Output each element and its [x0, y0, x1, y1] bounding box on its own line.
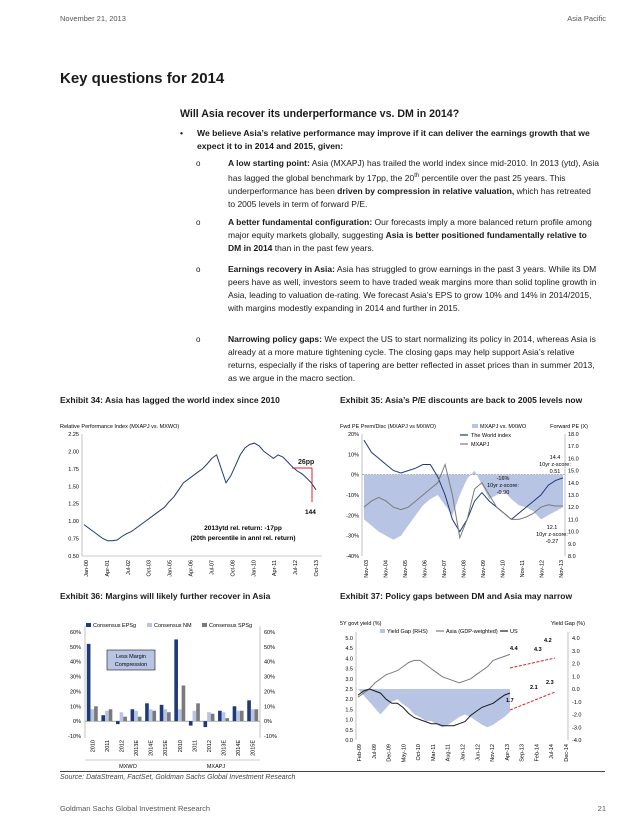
x-tick-label: Nov-12	[490, 744, 497, 762]
y-left-tick: -20%	[346, 513, 359, 520]
point-1-text-b: percentile over the past 25 years. This underperformance has been	[228, 172, 566, 196]
bar	[255, 709, 259, 721]
bar	[163, 709, 167, 721]
y-right-tick: 30%	[264, 674, 276, 681]
legend-item: Yield Gap (RHS)	[387, 629, 428, 635]
x-tick-label: Oct-03	[146, 560, 153, 577]
y-right-tick: 17.0	[568, 444, 579, 451]
bar	[240, 711, 244, 721]
y-right-tick: 4.0	[572, 636, 580, 642]
annotation: 12.1	[546, 525, 558, 531]
legend-item: MXAPJ	[471, 442, 490, 448]
circle-marker-icon: o	[196, 335, 201, 344]
legend-item: Consensus NM	[154, 623, 192, 629]
y-tick-label: 1.00	[68, 519, 79, 526]
x-tick-label: Dec-14	[564, 744, 570, 762]
legend-item: The World index	[471, 433, 511, 439]
x-tick-label: Nov-10	[500, 560, 507, 578]
y-left-tick: 20%	[69, 689, 81, 696]
x-tick-label: 2012	[206, 740, 213, 753]
x-tick-label: Feb-14	[534, 744, 541, 762]
x-tick-label: Sep-13	[519, 744, 526, 762]
report-region: Asia Pacific	[567, 14, 606, 23]
bar	[120, 712, 124, 721]
x-tick-label: Jul-07	[209, 560, 216, 575]
x-tick-label: Jul-09	[371, 744, 378, 759]
annotation-26pp: 26pp	[298, 459, 315, 466]
y-right-tick: 16.0	[568, 456, 579, 463]
bar	[218, 711, 222, 721]
x-tick-label: 2010	[177, 740, 184, 753]
bar	[167, 712, 171, 721]
x-tick-label: May-10	[401, 744, 408, 763]
x-tick-label: Jul-12	[293, 560, 300, 575]
y-left-tick: 40%	[69, 659, 81, 666]
x-tick-label: Dec-09	[386, 744, 393, 762]
y-left-tick: 5.0	[345, 636, 353, 642]
y-right-tick: 2.0	[572, 661, 580, 668]
y-left-tick: -40%	[346, 554, 359, 560]
point-1-text-a: Asia (MXAPJ) has trailed the world index since mid-2010. In 2013 (ytd), Asia has lagged the global benchmark by 17pp, the 20	[228, 158, 599, 183]
bar	[178, 709, 182, 721]
intro-text: We believe Asia’s relative performance may improve if it can deliver the earnings growth that we expect it to in 2014 and 2015, given:	[197, 128, 590, 151]
y-right-tick: 11.0	[568, 517, 579, 524]
annotation: 10yr z-score:	[536, 532, 568, 538]
bar	[134, 711, 138, 721]
x-tick-label: Nov-11	[520, 560, 526, 578]
y-right-tick: 14.0	[568, 480, 579, 487]
x-tick-label: Nov-05	[403, 560, 409, 578]
y-left-tick: -30%	[346, 533, 359, 540]
source-divider	[60, 771, 605, 772]
y-tick-label: 1.50	[68, 484, 79, 491]
bar	[189, 721, 193, 725]
y-left-tick: 2.0	[345, 697, 353, 704]
bar	[152, 711, 156, 721]
y-tick-label: 0.75	[68, 536, 79, 543]
x-tick-label: Nov-04	[383, 560, 390, 578]
legend-item: Consensus SPSg	[209, 623, 253, 629]
legend	[380, 629, 518, 635]
point-2-bold: Asia is better positioned fundamentally relative to DM in 2014	[228, 230, 587, 253]
y-left-tick: 0%	[351, 472, 359, 479]
annotation: 4.3	[534, 647, 542, 653]
exhibit-35-title: Exhibit 35: Asia’s P/E discounts are back to 2005 levels now	[340, 395, 583, 405]
y-tick-label: 2.25	[68, 432, 79, 438]
y-left-tick: 20%	[347, 432, 359, 438]
y-right-tick: 50%	[264, 644, 276, 651]
point-1-bold: driven by compression in relative valuation,	[337, 185, 515, 196]
x-tick-label: 2010	[90, 740, 97, 753]
y-right-tick: 60%	[264, 630, 276, 636]
annotation-144: 144	[305, 509, 316, 516]
bar	[247, 700, 251, 721]
y-left-label: 5Y govt yield (%)	[340, 621, 382, 627]
y-left-tick: 60%	[69, 630, 81, 636]
bar	[207, 712, 211, 721]
bar	[203, 721, 207, 727]
y-left-tick: 3.5	[345, 666, 353, 673]
y-right-tick: 15.0	[568, 468, 579, 475]
x-tick-label: Apr-01	[104, 560, 111, 577]
y-left-tick: 50%	[69, 644, 81, 651]
annotation: 0.51	[549, 469, 561, 475]
exhibit-34-title: Exhibit 34: Asia has lagged the world index since 2010	[60, 395, 280, 405]
y-right-tick: 10%	[264, 704, 276, 711]
x-tick-label: Mar-11	[430, 744, 437, 762]
y-right-tick: 40%	[264, 659, 276, 666]
y-right-tick: 8.0	[568, 554, 576, 560]
annotation: 4.4	[510, 646, 518, 652]
x-tick-label: Jan-00	[84, 560, 90, 577]
y-right-tick: 3.0	[572, 648, 580, 655]
y-left-label: Fwd PE Prem/Disc (MXAPJ vs MXWO)	[340, 424, 436, 430]
x-tick-label: Apr-11	[272, 560, 279, 577]
bar	[251, 709, 255, 721]
y-tick-label: 1.25	[68, 501, 79, 508]
x-tick-label: Nov-06	[422, 560, 429, 578]
y-right-tick: -2.0	[572, 712, 582, 719]
annotation: 10yr z-score:	[487, 483, 519, 489]
annotation-percentile: (20th percentile in annl rel. return)	[190, 535, 296, 542]
x-tick-label: Nov-09	[481, 560, 487, 578]
x-tick-label: Aug-11	[445, 744, 452, 762]
bar	[233, 706, 237, 721]
y-left-tick: 4.0	[345, 656, 353, 663]
chart-37	[340, 620, 590, 770]
source-note: Source: DataStream, FactSet, Goldman Sachs Global Investment Research	[60, 774, 296, 781]
point-2-lead: A better fundamental configuration:	[228, 217, 373, 227]
bullet-icon: •	[180, 128, 184, 138]
bar	[182, 685, 186, 721]
legend-item: MXAPJ vs. MXWO	[480, 424, 527, 430]
x-tick-label: Feb-09	[357, 744, 363, 762]
x-tick-label: Oct-08	[230, 560, 237, 577]
legend-item: Asia (GDP-weighted)	[446, 629, 498, 635]
x-tick-label: Nov-08	[461, 560, 468, 578]
annotation-ytd: 2013ytd rel. return: -17pp	[204, 525, 282, 532]
bar	[90, 709, 94, 721]
report-date: November 21, 2013	[60, 14, 126, 23]
bar	[193, 711, 197, 721]
callout-text-2: Compression	[114, 662, 148, 668]
point-3	[196, 263, 600, 315]
x-tick-label: 2015E	[250, 740, 257, 756]
x-tick-label: Nov-12	[539, 560, 546, 578]
legend-item: Consensus EPSg	[93, 623, 137, 629]
y-left-tick: 0.5	[345, 727, 353, 734]
y-right-tick: 0%	[264, 719, 272, 726]
point-2-text-b: than in the past few years.	[272, 243, 374, 253]
annotation: 2.1	[530, 685, 538, 691]
x-tick-label: Apr-13	[504, 744, 511, 761]
x-tick-label: Jun-12	[475, 744, 482, 761]
y-right-tick: 9.0	[568, 541, 576, 548]
x-tick-label: 2014E	[148, 740, 155, 756]
footer-publisher: Goldman Sachs Global Investment Research	[60, 804, 211, 813]
y-left-tick: 10%	[69, 704, 81, 711]
x-tick-label: Nov-03	[364, 560, 370, 578]
bar	[236, 711, 240, 721]
circle-marker-icon: o	[196, 218, 201, 227]
point-3-lead: Earnings recovery in Asia:	[228, 264, 335, 274]
y-right-tick: 12.0	[568, 505, 579, 512]
y-left-tick: 4.5	[345, 646, 353, 653]
y-left-tick: 0%	[73, 719, 81, 726]
point-4	[196, 333, 600, 385]
x-tick-label: Nov-13	[559, 560, 565, 578]
y-right-tick: 0.0	[572, 687, 580, 693]
x-tick-label: Oct-13	[314, 560, 320, 577]
bar	[131, 709, 135, 721]
point-1-sup: th	[414, 173, 420, 179]
point-2-text-a: Our forecasts imply a more balanced return profile among major equity markets globally, suggesting	[228, 217, 592, 240]
bar	[174, 639, 178, 721]
bar	[105, 711, 109, 721]
y-right-label: Forward PE (X)	[550, 424, 588, 430]
circle-marker-icon: o	[196, 159, 201, 168]
y-right-tick: -4.0	[572, 738, 582, 744]
y-right-tick: -3.0	[572, 725, 582, 732]
annotation: 10yr z-score:	[539, 462, 571, 468]
annotation: -0.27	[545, 539, 559, 545]
y-tick-label: 2.00	[68, 449, 79, 456]
annotation: 1.7	[506, 698, 514, 704]
x-tick-label: Jan-12	[460, 744, 467, 761]
x-tick-label: Jan-10	[251, 560, 258, 577]
x-tick-label: Apr-06	[188, 560, 195, 577]
annotation: 2.3	[546, 680, 554, 686]
annotation: -16%	[496, 476, 510, 482]
bar	[145, 703, 149, 721]
us-forecast-line	[510, 692, 555, 710]
x-tick-label: Jan-05	[167, 560, 174, 577]
y-right-tick: 10.0	[568, 529, 579, 536]
y-left-tick: 30%	[69, 674, 81, 681]
y-left-tick: 0.0	[345, 738, 353, 744]
y-left-tick: -10%	[346, 493, 359, 499]
bar	[160, 705, 164, 721]
y-right-tick: 13.0	[568, 493, 579, 499]
y-right-label: Yield Gap (%)	[550, 621, 585, 627]
x-tick-label: Jul-14	[549, 744, 556, 759]
y-tick-label: 0.50	[68, 554, 79, 560]
x-tick-label: 2012	[119, 740, 126, 753]
bar	[222, 712, 226, 721]
bar	[109, 709, 113, 721]
point-2	[196, 216, 600, 255]
y-left-tick: 1.5	[345, 707, 353, 714]
x-tick-label: 2011	[104, 740, 111, 752]
y-left-tick: 10%	[347, 452, 359, 459]
legend	[86, 623, 252, 629]
annotation: 4.2	[544, 638, 552, 644]
x-tick-label: 2011	[192, 740, 199, 752]
bar	[123, 717, 127, 721]
y-right-tick: 20%	[264, 689, 276, 696]
annotation: -0.90	[496, 490, 510, 496]
y-tick-label: 1.75	[68, 466, 79, 473]
page-title: Key questions for 2014	[60, 70, 225, 87]
group-label: MXWO	[119, 764, 137, 770]
chart-34	[60, 422, 330, 584]
legend-item: US	[510, 629, 518, 635]
x-tick-label: 2013E	[221, 740, 228, 756]
bar	[211, 714, 215, 721]
bar	[225, 718, 229, 721]
y-right-tick: 18.0	[568, 432, 579, 438]
y-right-tick: 1.0	[572, 674, 580, 681]
exhibit-37-title: Exhibit 37: Policy gaps between DM and Asia may narrow	[340, 591, 573, 601]
y-left-tick: 3.0	[345, 676, 353, 683]
y-left-tick: -10%	[68, 734, 81, 740]
point-1	[196, 157, 600, 211]
callout-text-1: Less Margin	[116, 654, 146, 660]
x-tick-label: 2014E	[236, 740, 243, 756]
y-left-tick: 2.5	[345, 687, 353, 693]
point-4-text-a: We expect the US to start normalizing its policy in 2014, whereas Asia is already at a more mature tightening cycle. The closing gaps may help support Asia’s relative returns, especially if the risks of tapering are better reflected in asset prices than in summer 2013, as we argue in the macro section.	[228, 334, 596, 383]
circle-marker-icon: o	[196, 265, 201, 274]
y-axis-label: Relative Performance Index (MXAPJ vs. MXWO)	[60, 424, 180, 430]
bar	[196, 703, 200, 721]
point-1-text-c: which has retreated to 2005 levels in term of forward P/E.	[228, 185, 591, 209]
x-tick-label: Nov-07	[442, 560, 448, 578]
intro-bullet	[180, 127, 600, 153]
chart-35	[340, 422, 590, 584]
footer-page-number: 21	[597, 804, 606, 813]
bar	[87, 644, 91, 721]
bar	[138, 717, 142, 721]
bar	[116, 721, 120, 724]
bar	[101, 715, 105, 721]
legend	[460, 424, 527, 448]
x-tick-label: Jul-02	[125, 560, 132, 575]
point-3-text-a: Asia has struggled to grow earnings in the past 3 years. While its DM peers have as well, investors seem to have traded weak margins more than solid topline growth in Asia, leading to valuation de-rating. We forecast Asia’s EPS to grow 10% and 14% in 2014/2015, with margins modestly expanding in 2014 and further in 2015.	[228, 264, 597, 313]
point-1-lead: A low starting point:	[228, 158, 310, 168]
x-tick-label: 2013E	[134, 740, 141, 756]
group-label: MXAPJ	[206, 764, 226, 770]
y-left-tick: 1.0	[345, 717, 353, 724]
y-right-tick: -1.0	[572, 699, 582, 706]
point-4-lead: Narrowing policy gaps:	[228, 334, 322, 344]
x-tick-label: Oct-10	[416, 744, 423, 761]
chart-36	[60, 620, 330, 770]
bar	[94, 706, 98, 721]
y-right-tick: -10%	[264, 734, 277, 740]
question-heading: Will Asia recover its underperformance vs. DM in 2014?	[180, 108, 460, 120]
bar	[149, 709, 153, 721]
annotation: 14.4	[549, 455, 561, 461]
x-tick-label: 2015E	[163, 740, 170, 756]
yield-gap-area	[358, 689, 510, 727]
exhibit-36-title: Exhibit 36: Margins will likely further recover in Asia	[60, 591, 271, 601]
asia-forecast-line	[510, 658, 555, 668]
